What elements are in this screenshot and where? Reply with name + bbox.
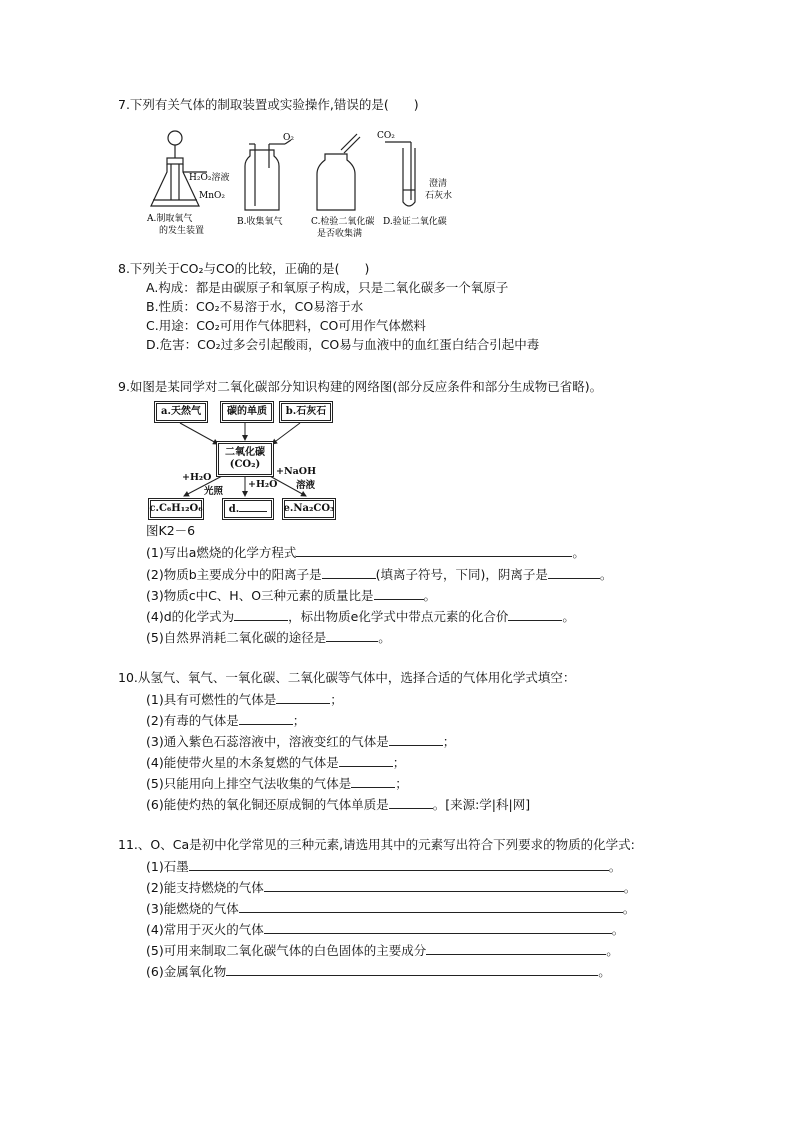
answer-blank[interactable] (426, 942, 606, 955)
h2o2-label: H₂O₂溶液 (189, 173, 230, 183)
q10-item-5: (5)只能用向上排空气法收集的气体是 ； (146, 776, 408, 791)
apparatus-c-bottle (317, 134, 360, 210)
q10-item-3: (3)通入紫色石蕊溶液中，溶液变红的气体是 ； (146, 734, 456, 749)
d-caption: D.验证二氧化碳 (383, 217, 447, 227)
cond-left-water: +H₂O (182, 472, 212, 483)
q8-option-a: A.构成：都是由碳原子和氧原子构成，只是二氧化碳多一个氧原子 (146, 280, 509, 295)
answer-blank[interactable] (189, 858, 609, 871)
cond-mid-water: +H₂O (248, 479, 278, 490)
q8-stem: 8.下列关于CO₂与CO的比较，正确的是( ) (118, 261, 370, 276)
apparatus-b-bottle (245, 140, 291, 210)
q9-item-2: (2)物质b主要成分中的阳离子是 (填离子符号，下同)，阴离子是 。 (146, 567, 613, 582)
co2-label: CO₂ (377, 131, 395, 141)
answer-blank[interactable] (226, 963, 598, 976)
apparatus-d-testtube (385, 142, 415, 206)
node-a-natural-gas: a.天然气 (154, 401, 208, 423)
mno2-label: MnO₂ (199, 191, 225, 201)
arrow-a-to-co2 (180, 423, 218, 444)
q8-option-b: B.性质：CO₂不易溶于水，CO易溶于水 (146, 299, 364, 314)
q10-item-2: (2)有毒的气体是 ； (146, 713, 306, 728)
answer-blank[interactable] (389, 733, 443, 746)
answer-blank[interactable] (548, 566, 600, 579)
node-c-glucose: c.C₆H₁₂O₆ (148, 498, 204, 520)
answer-blank[interactable] (276, 691, 330, 704)
q11-item-4: (4)常用于灭火的气体 。 (146, 922, 625, 937)
answer-blank[interactable] (326, 629, 378, 642)
q9-item-5: (5)自然界消耗二氧化碳的途径是 。 (146, 630, 391, 645)
node-d-blank (222, 498, 274, 520)
node-b-limestone: b.石灰石 (279, 401, 333, 423)
answer-blank[interactable] (351, 775, 395, 788)
q10-item-4: (4)能使带火星的木条复燃的气体是 ； (146, 755, 406, 770)
q7-stem: 7.下列有关气体的制取装置或实验操作,错误的是( ) (118, 97, 419, 112)
answer-blank[interactable] (374, 587, 424, 600)
answer-blank[interactable] (339, 754, 393, 767)
q10-stem: 10.从氢气、氧气、一氧化碳、二氧化碳等气体中，选择合适的气体用化学式填空： (118, 670, 576, 685)
q10-item-6: (6)能使灼热的氧化铜还原成铜的气体单质是 。[来源:学|科|网] (146, 797, 531, 812)
cond-right-naoh: +NaOH (276, 466, 317, 477)
q11-item-3: (3)能燃烧的气体 。 (146, 901, 636, 916)
q11-item-2: (2)能支持燃烧的气体 。 (146, 880, 637, 895)
answer-blank[interactable] (239, 900, 623, 913)
node-e-sodium-carbonate: e.Na₂CO₃ (282, 498, 336, 520)
b-caption: B.收集氧气 (237, 217, 283, 227)
lime-label-2: 石灰水 (425, 191, 453, 201)
node-carbon-element: 碳的单质 (220, 401, 274, 423)
answer-blank[interactable] (508, 608, 562, 621)
o2-label: O₂ (283, 133, 294, 143)
lime-label-1: 澄清 (429, 179, 448, 189)
q11-item-1: (1)石墨 。 (146, 859, 622, 874)
q9-caption: 图K2－6 (146, 523, 196, 538)
answer-blank[interactable] (389, 796, 433, 809)
q11-stem: 11.、O、Ca是初中化学常见的三种元素,请选用其中的元素写出符合下列要求的物质的化学式: (118, 837, 635, 852)
q8-option-c: C.用途：CO₂可用作气体肥料，CO可用作气体燃料 (146, 318, 426, 333)
q10-item-1: (1)具有可燃性的气体是 ； (146, 692, 343, 707)
answer-blank[interactable] (322, 566, 376, 579)
answer-blank[interactable] (234, 608, 288, 621)
q9-stem: 9.如图是某同学对二氧化碳部分知识构建的网络图(部分反应条件和部分生成物已省略)。 (118, 379, 603, 394)
q8-option-d: D.危害：CO₂过多会引起酸雨，CO易与血液中的血红蛋白结合引起中毒 (146, 337, 540, 352)
q9-item-1: (1)写出a燃烧的化学方程式 。 (146, 545, 585, 560)
q9-item-3: (3)物质c中C、H、O三种元素的质量比是 。 (146, 588, 437, 603)
cond-left-light: 光照 (204, 486, 224, 497)
c-caption-1: C.检验二氧化碳 (311, 217, 375, 227)
arrow-b-to-co2 (272, 423, 300, 444)
co2-formula: (CO₂) (229, 459, 261, 470)
cond-right-solution: 溶液 (296, 480, 316, 491)
a-caption-2: 的发生装置 (159, 226, 205, 236)
answer-blank[interactable] (296, 544, 572, 557)
q11-item-5: (5)可用来制取二氧化碳气体的白色固体的主要成分 。 (146, 943, 619, 958)
co2-name: 二氧化碳 (225, 447, 265, 458)
answer-blank[interactable] (264, 879, 624, 892)
c-caption-2: 是否收集满 (317, 229, 363, 238)
q7-apparatus-figure (145, 128, 475, 238)
q11-item-6: (6)金属氧化物 。 (146, 964, 611, 979)
a-caption-1: A.制取氧气 (147, 214, 193, 224)
q9-item-4: (4)d的化学式为 ，标出物质e化学式中带点元素的化合价 。 (146, 609, 575, 624)
node-d-label: d. (228, 504, 240, 515)
answer-blank[interactable] (264, 921, 612, 934)
answer-blank[interactable] (239, 712, 293, 725)
node-co2-center (216, 441, 274, 477)
